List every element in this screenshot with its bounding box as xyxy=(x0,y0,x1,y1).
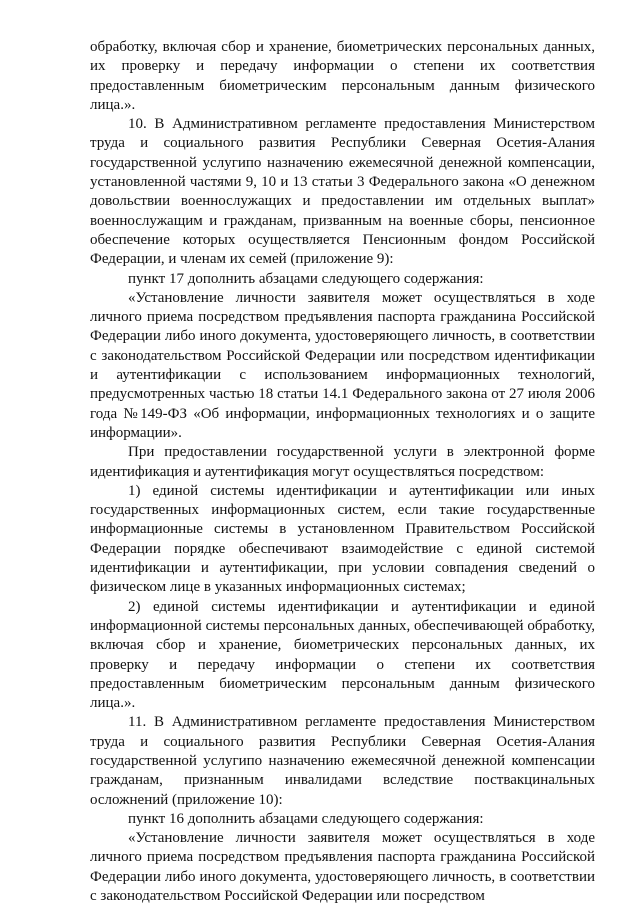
paragraph-item-11: 11. В Административном регламенте предоставления Министерством труда и социального развития Республики Северная Осетия-Алания государственной услугипо назначению ежемесячной денежной компенсации гражданам, признанным инвалидами вследствие поствакцинальных осложнений (приложение 10): xyxy=(90,714,595,808)
document-page xyxy=(90,38,595,906)
paragraph-amend-17: пункт 17 дополнить абзацами следующего содержания: xyxy=(128,270,484,287)
paragraph-option-1: 1) единой системы идентификации и аутентификации или иных государственных информационных систем, если такие государственные информационные системы в установленном Правительством Российской Федерации порядке обеспечивают взаимодействие с единой системой идентификации и аутентификации, при условии совпадения сведений о физическом лице в указанных информационных системах; xyxy=(90,482,595,596)
paragraph-1: обработку, включая сбор и хранение, биометрических персональных данных, их проверку и передачу информации о степени их соответствия предоставленным биометрическим персональным данным физического лица.». xyxy=(90,39,595,113)
paragraph-quote-identity: «Установление личности заявителя может осуществляться в ходе личного приема посредством предъявления паспорта гражданина Российской Федерации либо иного документа, удостоверяющего личность, в соответствии с законодательством Российской Федерации или посредством идентификации и аутентификации с использованием информационных технологий, предусмотренных частью 18 статьи 14.1 Федерального закона от 27 июля 2006 года №149-ФЗ «Об информации, информационных технологиях и о защите информации». xyxy=(90,289,595,441)
paragraph-item-10: 10. В Административном регламенте предоставления Министерством труда и социального развития Республики Северная Осетия-Алания государственной услугипо назначению ежемесячной денежной компенсации, установленной частями 9, 10 и 13 статьи 3 Федерального закона «О денежном довольствии военнослужащих и предоставлении им отдельных выплат» военнослужащим и гражданам, призванным на военные сборы, пенсионное обеспечение которых осуществляется Пенсионным фондом Российской Федерации, и членам их семей (приложение 9): xyxy=(90,116,595,268)
paragraph-electronic: При предоставлении государственной услуги в электронной форме идентификация и аутентификация могут осуществляться посредством: xyxy=(90,444,595,480)
paragraph-option-2: 2) единой системы идентификации и аутентификации и единой информационной системы персональных данных, обеспечивающей обработку, включая сбор и хранение, биометрических персональных данных, их проверку и передачу информации о степени их соответствия предоставленным биометрическим персональным данным физического лица.». xyxy=(90,598,595,712)
paragraph-amend-16: пункт 16 дополнить абзацами следующего содержания: xyxy=(128,810,484,827)
paragraph-quote-identity-2: «Установление личности заявителя может осуществляться в ходе личного приема посредством предъявления паспорта гражданина Российской Федерации либо иного документа, удостоверяющего личность, в соответствии с законодательством Российской Федерации или посредством xyxy=(90,830,595,905)
